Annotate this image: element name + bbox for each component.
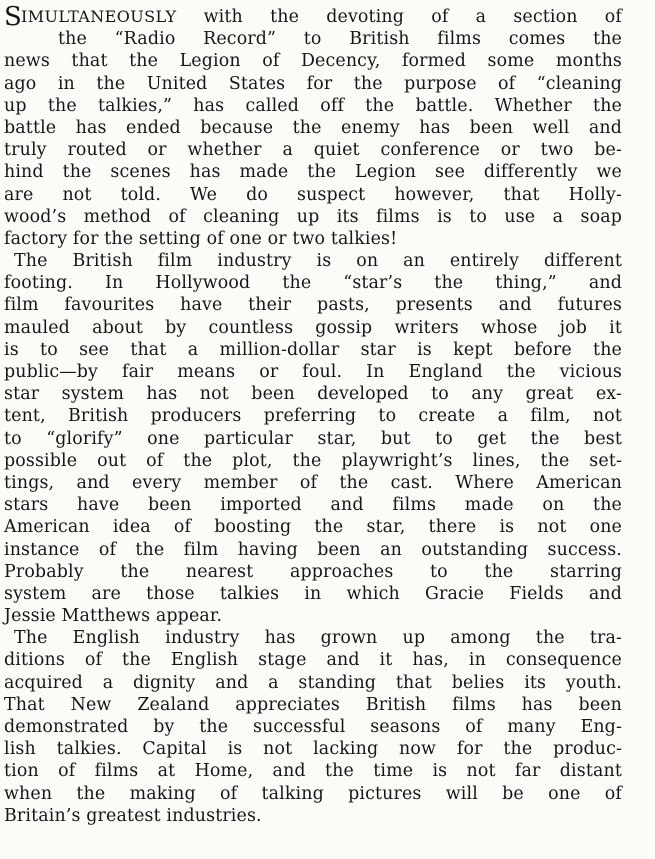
paragraph-2-line-1: The British film industry is on an entirely different xyxy=(14,251,622,272)
line-text: with the devoting of a section of xyxy=(176,7,622,27)
article-column xyxy=(4,0,622,827)
paragraph-2-line-8: tent, British producers preferring to create a film, not xyxy=(4,406,622,427)
paragraph-2-line-5: is to see that a million-dollar star is kept before the xyxy=(4,339,622,360)
paragraph-2 xyxy=(4,250,622,627)
paragraph-2-line-9: to “glorify” one particular star, but to get the best xyxy=(4,428,622,449)
paragraph-3-line-9: Britain’s greatest industries. xyxy=(4,805,262,826)
paragraph-2-line-6: public—by fair means or foul. In England the vicious xyxy=(4,362,622,382)
paragraph-3-line-2: ditions of the English stage and it has, in consequence xyxy=(4,650,622,671)
paragraph-1-line-10: wood’s method of cleaning up its films is to use a soap xyxy=(4,206,622,227)
paragraph-1-line-2: the “Radio Record” to British films comes the xyxy=(58,29,622,50)
paragraph-3-line-7: tion of films at Home, and the time is not far distant xyxy=(4,761,622,782)
paragraph-1-line-3: news that the Legion of Decency, formed some months xyxy=(4,51,622,72)
paragraph-1-line-4: ago in the United States for the purpose of “cleaning xyxy=(4,73,622,94)
paragraph-3-line-1: The English industry has grown up among the tra- xyxy=(14,628,622,649)
paragraph-3-line-3: acquired a dignity and a standing that belies its youth. xyxy=(4,672,622,693)
paragraph-1-line-6: battle has ended because the enemy has been well and xyxy=(4,117,622,138)
paragraph-3-line-6: lish talkies. Capital is not lacking now for the produc- xyxy=(4,739,622,760)
paragraph-1-line-1 xyxy=(4,0,622,32)
paragraph-2-line-2: footing. In Hollywood the “star’s the thing,” and xyxy=(4,273,622,294)
paragraph-3-line-4: That New Zealand appreciates British films has been xyxy=(4,694,622,715)
paragraph-2-line-10: possible out of the plot, the playwright’s lines, the set- xyxy=(4,450,622,471)
drop-cap: S xyxy=(4,2,22,32)
paragraph-2-line-16: system are those talkies in which Gracie Fields and xyxy=(4,583,622,604)
paragraph-2-line-17: Jessie Matthews appear. xyxy=(4,606,223,627)
paragraph-2-line-13: American idea of boosting the star, there is not one xyxy=(4,517,622,538)
paragraph-2-line-3: film favourites have their pasts, presents and futures xyxy=(4,295,622,316)
paragraph-2-line-14: instance of the film having been an outstanding success. xyxy=(4,539,622,560)
paragraph-3-line-8: when the making of talking pictures will be one of xyxy=(4,783,622,804)
paragraph-1-line-7: truly routed or whether a quiet conference or two be- xyxy=(4,140,622,161)
paragraph-1-line-8: hind the scenes has made the Legion see differently we xyxy=(4,162,622,183)
paragraph-1 xyxy=(4,0,622,250)
paragraph-1-line-9: are not told. We do suspect however, that Holly- xyxy=(4,184,622,205)
paragraph-2-line-7: star system has not been developed to any great ex- xyxy=(4,384,622,405)
paragraph-3 xyxy=(4,627,622,827)
paragraph-1-line-11: factory for the setting of one or two talkies! xyxy=(4,228,398,249)
paragraph-2-line-12: stars have been imported and films made on the xyxy=(4,495,622,516)
opening-word-rest: IMULTANEOUSLY xyxy=(20,7,177,26)
paragraph-2-line-15: Probably the nearest approaches to the starring xyxy=(4,561,622,582)
paragraph-2-line-4: mauled about by countless gossip writers whose job it xyxy=(4,317,622,338)
paragraph-2-line-11: tings, and every member of the cast. Where American xyxy=(4,472,622,493)
paragraph-1-line-5: up the talkies,” has called off the battle. Whether the xyxy=(4,95,622,116)
paragraph-3-line-5: demonstrated by the successful seasons of many Eng- xyxy=(4,717,622,737)
